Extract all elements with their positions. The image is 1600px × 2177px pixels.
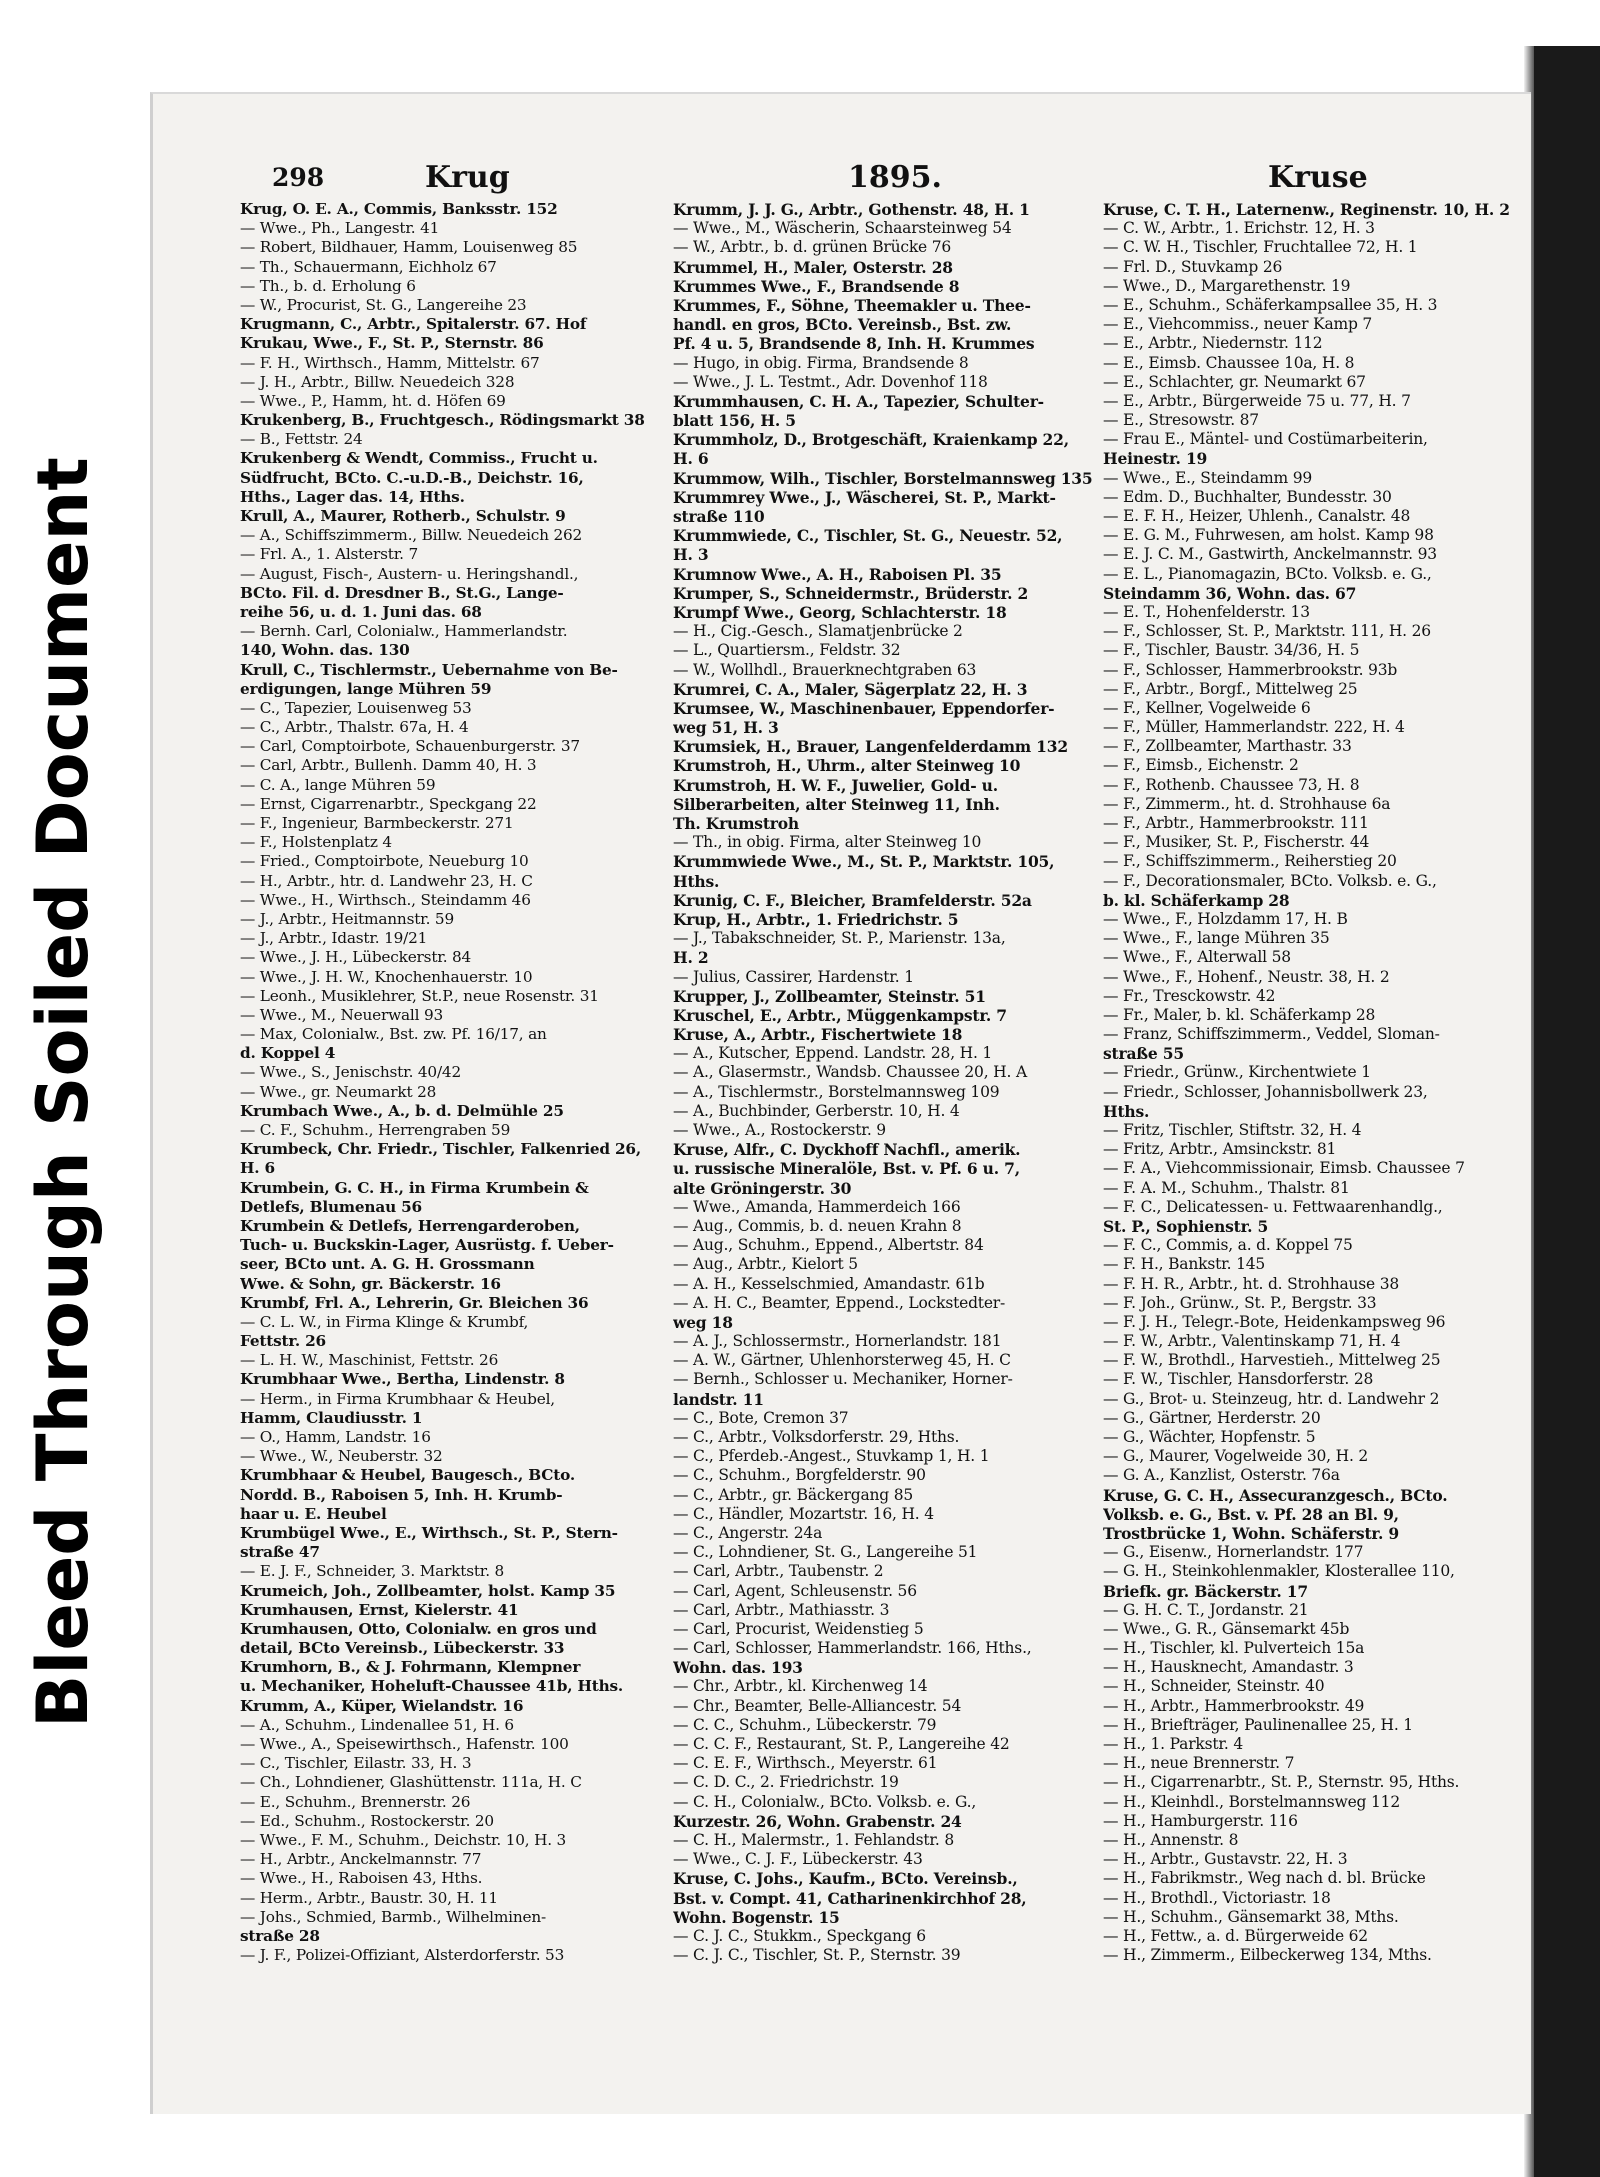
directory-entry-line: — C. A., lange Mühren 59 bbox=[240, 775, 436, 794]
directory-entry-line: — C. J. C., Stukkm., Speckgang 6 bbox=[673, 1926, 926, 1945]
directory-entry-line: — A. J., Schlossermstr., Hornerlandstr. 181 bbox=[673, 1332, 1002, 1351]
directory-entry-line: — F. H., Bankstr. 145 bbox=[1103, 1255, 1266, 1274]
directory-entry-line: — F. C., Delicatessen- u. Fettwaarenhandlg., bbox=[1103, 1197, 1443, 1216]
running-head-year: 1895. bbox=[848, 160, 942, 195]
directory-entry-line: — Wwe., H., Wirthsch., Steindamm 46 bbox=[240, 890, 531, 909]
directory-entry-line: Krumbein & Detlefs, Herrengarderoben, bbox=[240, 1216, 580, 1235]
directory-entry-line: — Wwe., Amanda, Hammerdeich 166 bbox=[673, 1197, 961, 1216]
directory-entry-line: — H., Arbtr., Hammerbrookstr. 49 bbox=[1103, 1696, 1365, 1715]
directory-entry-line: Fettstr. 26 bbox=[240, 1332, 326, 1351]
directory-entry-line: Th. Krumstroh bbox=[673, 814, 799, 833]
directory-column-2 bbox=[673, 200, 1108, 1965]
directory-entry-line: — C. W. H., Tischler, Fruchtallee 72, H. 1 bbox=[1103, 238, 1418, 257]
directory-entry-line: — J., Arbtr., Heitmannstr. 59 bbox=[240, 909, 454, 928]
directory-entry-line: Pf. 4 u. 5, Brandsende 8, Inh. H. Krummes bbox=[673, 334, 1035, 354]
directory-entry-line: — C., Händler, Mozartstr. 16, H. 4 bbox=[673, 1504, 934, 1523]
directory-entry-line: — F. A., Viehcommissionair, Eimsb. Chaussee 7 bbox=[1103, 1159, 1465, 1178]
directory-entry-line: — Wwe., D., Margarethenstr. 19 bbox=[1103, 276, 1351, 295]
directory-entry-line: Krukau, Wwe., F., St. P., Sternstr. 86 bbox=[240, 334, 544, 353]
directory-entry-line: — A., Schiffszimmerm., Billw. Neuedeich 262 bbox=[240, 526, 583, 545]
directory-entry-line: Krupper, J., Zollbeamter, Steinstr. 51 bbox=[673, 986, 986, 1006]
directory-entry-line: Krummwiede Wwe., M., St. P., Marktstr. 105, bbox=[673, 852, 1055, 872]
directory-entry-line: — A. W., Gärtner, Uhlenhorsterweg 45, H. C bbox=[673, 1351, 1011, 1370]
directory-entry-line: — Carl, Procurist, Weidenstieg 5 bbox=[673, 1619, 924, 1638]
directory-entry-line: — H., Schuhm., Gänsemarkt 38, Mths. bbox=[1103, 1907, 1399, 1926]
directory-entry-line: — Fried., Comptoirbote, Neueburg 10 bbox=[240, 852, 529, 871]
directory-entry-line: — Ernst, Cigarrenarbtr., Speckgang 22 bbox=[240, 794, 537, 813]
directory-entry-line: Krull, A., Maurer, Rotherb., Schulstr. 9 bbox=[240, 507, 566, 525]
directory-entry-line: — E. J. C. M., Gastwirth, Anckelmannstr. 93 bbox=[1103, 545, 1437, 564]
directory-entry-line: — E. G. M., Fuhrwesen, am holst. Kamp 98 bbox=[1103, 526, 1434, 545]
directory-entry-line: — F. C., Commis, a. d. Koppel 75 bbox=[1103, 1236, 1353, 1255]
directory-entry-line: Krummel, H., Maler, Osterstr. 28 bbox=[673, 257, 953, 277]
directory-entry-line: — Wwe., P., Hamm, ht. d. Höfen 69 bbox=[240, 391, 506, 410]
directory-entry-line: — H., neue Brennerstr. 7 bbox=[1103, 1754, 1295, 1773]
directory-entry-line: alte Gröningerstr. 30 bbox=[673, 1178, 852, 1198]
directory-entry-line: Bst. v. Compt. 41, Catharinenkirchhof 28, bbox=[673, 1888, 1027, 1908]
directory-entry-line: — C. J. C., Tischler, St. P., Sternstr. 39 bbox=[673, 1946, 961, 1965]
directory-entry-line: — Wwe., Ph., Langestr. 41 bbox=[240, 219, 440, 238]
directory-entry-line: — F., Schlosser, St. P., Marktstr. 111, H. 26 bbox=[1103, 622, 1431, 641]
directory-entry-line: — Friedr., Schlosser, Johannisbollwerk 23, bbox=[1103, 1082, 1428, 1101]
directory-entry-line: — Frl. D., Stuvkamp 26 bbox=[1103, 257, 1283, 276]
directory-entry-line: Krumhorn, B., & J. Fohrmann, Klempner bbox=[240, 1658, 581, 1677]
directory-entry-line: — Carl, Comptoirbote, Schauenburgerstr. 37 bbox=[240, 737, 580, 756]
directory-entry-line: Krumnow Wwe., A. H., Raboisen Pl. 35 bbox=[673, 564, 1002, 584]
directory-entry-line: — C., Bote, Cremon 37 bbox=[673, 1408, 849, 1427]
directory-entry-line: Kruschel, E., Arbtr., Müggenkampstr. 7 bbox=[673, 1005, 1007, 1025]
directory-entry-line: seer, BCto unt. A. G. H. Grossmann bbox=[240, 1255, 535, 1274]
directory-entry-line: — F. A. M., Schuhm., Thalstr. 81 bbox=[1103, 1178, 1350, 1197]
directory-entry-line: — H., 1. Parkstr. 4 bbox=[1103, 1735, 1244, 1753]
directory-entry-line: — G., Maurer, Vogelweide 30, H. 2 bbox=[1103, 1447, 1369, 1466]
directory-entry-line: — F., Ingenieur, Barmbeckerstr. 271 bbox=[240, 814, 514, 832]
directory-entry-line: Krumbhaar Wwe., Bertha, Lindenstr. 8 bbox=[240, 1370, 565, 1389]
directory-entry-line: — Bernh. Carl, Colonialw., Hammerlandstr. bbox=[240, 622, 568, 641]
directory-entry-line: 140, Wohn. das. 130 bbox=[240, 641, 410, 660]
directory-entry-line: Nordd. B., Raboisen 5, Inh. H. Krumb- bbox=[240, 1485, 563, 1504]
directory-entry-line: Silberarbeiten, alter Steinweg 11, Inh. bbox=[673, 794, 1000, 814]
directory-entry-line: — C. W., Arbtr., 1. Erichstr. 12, H. 3 bbox=[1103, 219, 1375, 238]
directory-entry-line: u. russische Mineralöle, Bst. v. Pf. 6 u. 7, bbox=[673, 1159, 1020, 1179]
directory-entry-line: — F., Kellner, Vogelweide 6 bbox=[1103, 698, 1311, 717]
directory-entry-line: Krummes Wwe., F., Brandsende 8 bbox=[673, 276, 960, 296]
directory-entry-line: Krumstroh, H., Uhrm., alter Steinweg 10 bbox=[673, 756, 1021, 776]
directory-entry-line: Krukenberg & Wendt, Commiss., Frucht u. bbox=[240, 449, 598, 468]
directory-entry-line: Krumbeck, Chr. Friedr., Tischler, Falkenried 26, bbox=[240, 1140, 641, 1159]
directory-entry-line: u. Mechaniker, Hoheluft-Chaussee 41b, Hths. bbox=[240, 1677, 624, 1696]
directory-entry-line: — Fritz, Tischler, Stiftstr. 32, H. 4 bbox=[1103, 1121, 1362, 1139]
directory-entry-line: — E., Arbtr., Niedernstr. 112 bbox=[1103, 334, 1323, 353]
directory-entry-line: — Fritz, Arbtr., Amsinckstr. 81 bbox=[1103, 1140, 1337, 1159]
directory-entry-line: — H., Hausknecht, Amandastr. 3 bbox=[1103, 1658, 1354, 1677]
directory-entry-line: — J. F., Polizei-Offiziant, Alsterdorferstr. 53 bbox=[240, 1946, 565, 1965]
directory-entry-line: — C., Lohndiener, St. G., Langereihe 51 bbox=[673, 1543, 978, 1562]
directory-entry-line: Krumhausen, Ernst, Kielerstr. 41 bbox=[240, 1600, 519, 1619]
directory-entry-line: — G. H., Steinkohlenmakler, Klosterallee 110, bbox=[1103, 1562, 1455, 1581]
directory-entry-line: — E., Schuhm., Brennerstr. 26 bbox=[240, 1792, 471, 1811]
directory-entry-line: — Wwe., E., Steindamm 99 bbox=[1103, 468, 1313, 487]
directory-entry-line: Kruse, A., Arbtr., Fischertwiete 18 bbox=[673, 1025, 963, 1045]
directory-entry-line: Krumsee, W., Maschinenbauer, Eppendorfer- bbox=[673, 698, 1055, 718]
directory-entry-line: — W., Arbtr., b. d. grünen Brücke 76 bbox=[673, 238, 952, 257]
directory-entry-line: Wohn. das. 193 bbox=[673, 1658, 803, 1678]
directory-entry-line: Krumper, S., Schneidermstr., Brüderstr. 2 bbox=[673, 583, 1029, 603]
directory-entry-line: reihe 56, u. d. 1. Juni das. 68 bbox=[240, 602, 482, 621]
directory-entry-line: — A., Glasermstr., Wandsb. Chaussee 20, H. A bbox=[673, 1063, 1027, 1082]
directory-entry-line: Krumbügel Wwe., E., Wirthsch., St. P., Stern- bbox=[240, 1523, 618, 1542]
directory-entry-line: Krug, O. E. A., Commis, Banksstr. 152 bbox=[240, 200, 558, 218]
directory-entry-line: — G. A., Kanzlist, Osterstr. 76a bbox=[1103, 1466, 1340, 1485]
directory-entry-line: — H., Kleinhdl., Borstelmannsweg 112 bbox=[1103, 1792, 1400, 1811]
directory-entry-line: — Max, Colonialw., Bst. zw. Pf. 16/17, an bbox=[240, 1025, 547, 1044]
directory-entry-line: — H., Annenstr. 8 bbox=[1103, 1830, 1239, 1849]
directory-entry-line: — C. C. F., Restaurant, St. P., Langereihe 42 bbox=[673, 1735, 1010, 1753]
directory-entry-line: — E., Schlachter, gr. Neumarkt 67 bbox=[1103, 372, 1366, 391]
directory-entry-line: Krumbein, G. C. H., in Firma Krumbein & bbox=[240, 1178, 589, 1197]
directory-entry-line: H. 6 bbox=[673, 449, 709, 469]
directory-entry-line: — C. L. W., in Firma Klinge & Krumbf, bbox=[240, 1312, 529, 1331]
directory-entry-line: Kruse, C. Johs., Kaufm., BCto. Vereinsb., bbox=[673, 1869, 1018, 1889]
directory-entry-line: Krull, C., Tischlermstr., Uebernahme von Be- bbox=[240, 660, 618, 679]
directory-entry-line: — Frl. A., 1. Alsterstr. 7 bbox=[240, 545, 418, 564]
directory-entry-line: — F., Rothenb. Chaussee 73, H. 8 bbox=[1103, 775, 1360, 794]
directory-entry-line: — A., Schuhm., Lindenallee 51, H. 6 bbox=[240, 1715, 514, 1734]
directory-entry-line: — F., Decorationsmaler, BCto. Volksb. e. G., bbox=[1103, 871, 1437, 890]
directory-entry-line: Krunig, C. F., Bleicher, Bramfelderstr. 52a bbox=[673, 890, 1032, 910]
directory-entry-line: — A., Kutscher, Eppend. Landstr. 28, H. 1 bbox=[673, 1044, 993, 1063]
directory-entry-line: Südfrucht, BCto. C.-u.D.-B., Deichstr. 16, bbox=[240, 468, 584, 487]
directory-entry-line: — H., Fabrikmstr., Weg nach d. bl. Brücke bbox=[1103, 1869, 1426, 1888]
directory-entry-line: Kurzestr. 26, Wohn. Grabenstr. 24 bbox=[673, 1811, 962, 1831]
directory-entry-line: Krummow, Wilh., Tischler, Borstelmannsweg 135 bbox=[673, 468, 1093, 488]
directory-entry-line: H. 2 bbox=[673, 948, 709, 968]
directory-entry-line: — Wwe., J. H., Lübeckerstr. 84 bbox=[240, 948, 472, 967]
directory-entry-line: BCto. Fil. d. Dresdner B., St.G., Lange- bbox=[240, 583, 564, 602]
directory-entry-line: — F. W., Tischler, Hansdorferstr. 28 bbox=[1103, 1370, 1374, 1389]
directory-entry-line: Krumpf Wwe., Georg, Schlachterstr. 18 bbox=[673, 602, 1007, 622]
directory-entry-line: Trostbrücke 1, Wohn. Schäferstr. 9 bbox=[1103, 1523, 1399, 1543]
directory-entry-line: — Th., Schauermann, Eichholz 67 bbox=[240, 257, 497, 276]
directory-entry-line: — H., Fettw., a. d. Bürgerweide 62 bbox=[1103, 1926, 1368, 1945]
directory-entry-line: d. Koppel 4 bbox=[240, 1044, 336, 1063]
directory-entry-line: — E. J. F., Schneider, 3. Marktstr. 8 bbox=[240, 1562, 505, 1581]
directory-entry-line: — C. D. C., 2. Friedrichstr. 19 bbox=[673, 1773, 899, 1792]
directory-entry-line: — H., Briefträger, Paulinenallee 25, H. 1 bbox=[1103, 1715, 1413, 1734]
directory-entry-line: — F. Joh., Grünw., St. P., Bergstr. 33 bbox=[1103, 1293, 1377, 1312]
directory-entry-line: — C., Arbtr., Volksdorferstr. 29, Hths. bbox=[673, 1428, 960, 1446]
directory-entry-line: Krumhausen, Otto, Colonialw. en gros und bbox=[240, 1619, 597, 1638]
directory-entry-line: straße 55 bbox=[1103, 1044, 1184, 1064]
directory-entry-line: Krumsiek, H., Brauer, Langenfelderdamm 132 bbox=[673, 737, 1068, 757]
directory-entry-line: — Aug., Commis, b. d. neuen Krahn 8 bbox=[673, 1216, 962, 1235]
directory-entry-line: blatt 156, H. 5 bbox=[673, 411, 796, 431]
directory-entry-line: Krummwiede, C., Tischler, St. G., Neuestr. 52, bbox=[673, 526, 1063, 546]
directory-entry-line: — A. H. C., Beamter, Eppend., Lockstedter- bbox=[673, 1293, 1006, 1312]
directory-entry-line: — Carl, Arbtr., Bullenh. Damm 40, H. 3 bbox=[240, 756, 537, 775]
directory-entry-line: Kruse, C. T. H., Laternenw., Reginenstr. 10, H. 2 bbox=[1103, 200, 1510, 219]
directory-entry-line: Briefk. gr. Bäckerstr. 17 bbox=[1103, 1581, 1308, 1601]
directory-entry-line: — H., Tischler, kl. Pulverteich 15a bbox=[1103, 1639, 1365, 1658]
directory-entry-line: Hths. bbox=[1103, 1101, 1150, 1121]
directory-entry-line: — Wwe., F., Hohenf., Neustr. 38, H. 2 bbox=[1103, 967, 1390, 986]
directory-entry-line: — C., Arbtr., gr. Bäckergang 85 bbox=[673, 1485, 914, 1504]
directory-entry-line: Tuch- u. Buckskin-Lager, Ausrüstg. f. Ueber- bbox=[240, 1236, 614, 1255]
directory-entry-line: — Robert, Bildhauer, Hamm, Louisenweg 85 bbox=[240, 238, 578, 257]
directory-entry-line: haar u. E. Heubel bbox=[240, 1504, 387, 1523]
directory-entry-line: H. 3 bbox=[673, 545, 709, 565]
directory-entry-line: Krukenberg, B., Fruchtgesch., Rödingsmarkt 38 bbox=[240, 411, 645, 430]
directory-entry-line: b. kl. Schäferkamp 28 bbox=[1103, 890, 1290, 910]
directory-entry-line: — H., Zimmerm., Eilbeckerweg 134, Mths. bbox=[1103, 1946, 1432, 1965]
directory-entry-line: — H., Arbtr., Anckelmannstr. 77 bbox=[240, 1850, 482, 1869]
directory-entry-line: Krumm, J. J. G., Arbtr., Gothenstr. 48, H. 1 bbox=[673, 200, 1030, 219]
directory-entry-line: erdigungen, lange Mühren 59 bbox=[240, 679, 492, 698]
directory-entry-line: — F., Schiffszimmerm., Reiherstieg 20 bbox=[1103, 852, 1397, 871]
running-head-right: Kruse bbox=[1268, 160, 1368, 195]
directory-entry-line: — F. W., Arbtr., Valentinskamp 71, H. 4 bbox=[1103, 1332, 1401, 1351]
directory-entry-line: — F., Holstenplatz 4 bbox=[240, 833, 392, 852]
directory-entry-line: — F., Tischler, Baustr. 34/36, H. 5 bbox=[1103, 641, 1360, 660]
directory-entry-line: — H., Arbtr., Gustavstr. 22, H. 3 bbox=[1103, 1850, 1348, 1869]
directory-entry-line: — C., Tischler, Eilastr. 33, H. 3 bbox=[240, 1754, 472, 1773]
directory-entry-line: handl. en gros, BCto. Vereinsb., Bst. zw. bbox=[673, 315, 1012, 335]
directory-entry-line: — F. W., Brothdl., Harvestieh., Mittelweg 25 bbox=[1103, 1351, 1441, 1370]
directory-entry-line: — Carl, Agent, Schleusenstr. 56 bbox=[673, 1581, 917, 1600]
directory-entry-line: — F., Schlosser, Hammerbrookstr. 93b bbox=[1103, 660, 1398, 679]
directory-entry-line: Hamm, Claudiusstr. 1 bbox=[240, 1408, 423, 1427]
directory-entry-line: — Herm., in Firma Krumbhaar & Heubel, bbox=[240, 1389, 555, 1408]
directory-entry-line: — H., Cig.-Gesch., Slamatjenbrücke 2 bbox=[673, 622, 963, 641]
directory-entry-line: — Wwe., C. J. F., Lübeckerstr. 43 bbox=[673, 1850, 923, 1869]
directory-entry-line: Volksb. e. G., Bst. v. Pf. 28 an Bl. 9, bbox=[1103, 1504, 1399, 1524]
directory-entry-line: — F. H., Wirthsch., Hamm, Mittelstr. 67 bbox=[240, 353, 540, 372]
directory-entry-line: — F., Arbtr., Borgf., Mittelweg 25 bbox=[1103, 679, 1358, 698]
directory-entry-line: landstr. 11 bbox=[673, 1389, 764, 1409]
condition-stamp: Bleed Through Soiled Document bbox=[22, 457, 104, 1728]
directory-entry-line: Krummholz, D., Brotgeschäft, Kraienkamp 22, bbox=[673, 430, 1069, 450]
directory-entry-line: — C., Arbtr., Thalstr. 67a, H. 4 bbox=[240, 718, 469, 737]
directory-entry-line: — G., Gärtner, Herderstr. 20 bbox=[1103, 1408, 1321, 1427]
directory-entry-line: — F., Eimsb., Eichenstr. 2 bbox=[1103, 756, 1299, 775]
directory-entry-line: Krumeich, Joh., Zollbeamter, holst. Kamp 35 bbox=[240, 1581, 616, 1600]
directory-entry-line: — Aug., Arbtr., Kielort 5 bbox=[673, 1255, 858, 1274]
directory-entry-line: — H., Brothdl., Victoriastr. 18 bbox=[1103, 1888, 1331, 1907]
directory-entry-line: — Edm. D., Buchhalter, Bundesstr. 30 bbox=[1103, 487, 1392, 506]
directory-entry-line: straße 47 bbox=[240, 1543, 320, 1562]
directory-entry-line: — Wwe., H., Raboisen 43, Hths. bbox=[240, 1869, 483, 1888]
directory-entry-line: Krumstroh, H. W. F., Juwelier, Gold- u. bbox=[673, 775, 998, 795]
directory-entry-line: — Franz, Schiffszimmerm., Veddel, Sloman- bbox=[1103, 1025, 1440, 1044]
directory-entry-line: — Wwe., G. R., Gänsemarkt 45b bbox=[1103, 1619, 1350, 1638]
directory-entry-line: H. 6 bbox=[240, 1159, 275, 1178]
directory-entry-line: Krumbhaar & Heubel, Baugesch., BCto. bbox=[240, 1466, 575, 1485]
directory-entry-line: — Th., b. d. Erholung 6 bbox=[240, 276, 416, 295]
directory-entry-line: — W., Procurist, St. G., Langereihe 23 bbox=[240, 295, 527, 314]
directory-entry-line: — E., Viehcommiss., neuer Kamp 7 bbox=[1103, 315, 1373, 334]
directory-entry-line: — Carl, Arbtr., Mathiasstr. 3 bbox=[673, 1600, 890, 1619]
directory-entry-line: — Wwe., A., Rostockerstr. 9 bbox=[673, 1121, 886, 1139]
directory-entry-line: — Johs., Schmied, Barmb., Wilhelminen- bbox=[240, 1907, 546, 1926]
directory-entry-line: Krumrei, C. A., Maler, Sägerplatz 22, H. 3 bbox=[673, 679, 1028, 699]
directory-entry-line: — E. L., Pianomagazin, BCto. Volksb. e. G., bbox=[1103, 564, 1432, 583]
directory-entry-line: — C., Schuhm., Borgfelderstr. 90 bbox=[673, 1466, 926, 1485]
directory-entry-line: — F., Arbtr., Hammerbrookstr. 111 bbox=[1103, 814, 1369, 832]
directory-entry-line: detail, BCto Vereinsb., Lübeckerstr. 33 bbox=[240, 1639, 565, 1658]
directory-entry-line: — G., Wächter, Hopfenstr. 5 bbox=[1103, 1428, 1316, 1446]
directory-entry-line: — J., Tabakschneider, St. P., Marienstr. 13a, bbox=[673, 929, 1006, 948]
directory-entry-line: Kruse, Alfr., C. Dyckhoff Nachfl., amerik. bbox=[673, 1140, 1021, 1160]
directory-entry-line: — Wwe., S., Jenischstr. 40/42 bbox=[240, 1063, 461, 1082]
directory-entry-line: — Fr., Tresckowstr. 42 bbox=[1103, 986, 1276, 1005]
directory-entry-line: Detlefs, Blumenau 56 bbox=[240, 1197, 422, 1216]
directory-entry-line: — Julius, Cassirer, Hardenstr. 1 bbox=[673, 967, 914, 986]
directory-entry-line: — Wwe., M., Wäscherin, Schaarsteinweg 54 bbox=[673, 219, 1012, 238]
directory-entry-line: — C., Angerstr. 24a bbox=[673, 1523, 823, 1542]
directory-entry-line: — Fr., Maler, b. kl. Schäferkamp 28 bbox=[1103, 1005, 1376, 1024]
page-number: 298 bbox=[272, 163, 325, 192]
directory-entry-line: — Th., in obig. Firma, alter Steinweg 10 bbox=[673, 833, 982, 852]
directory-entry-line: — E. F. H., Heizer, Uhlenh., Canalstr. 48 bbox=[1103, 507, 1411, 525]
directory-entry-line: — G., Eisenw., Hornerlandstr. 177 bbox=[1103, 1543, 1364, 1562]
directory-entry-line: — G., Brot- u. Steinzeug, htr. d. Landwehr 2 bbox=[1103, 1389, 1440, 1408]
directory-entry-line: Hths. bbox=[673, 871, 720, 891]
directory-entry-line: — A. H., Kesselschmied, Amandastr. 61b bbox=[673, 1274, 985, 1293]
directory-entry-line: — E. T., Hohenfelderstr. 13 bbox=[1103, 602, 1310, 621]
directory-entry-line: — Wwe., F., Holzdamm 17, H. B bbox=[1103, 909, 1348, 928]
directory-entry-line: straße 110 bbox=[673, 507, 765, 526]
directory-entry-line: — Wwe., gr. Neumarkt 28 bbox=[240, 1082, 437, 1101]
directory-entry-line: — Leonh., Musiklehrer, St.P., neue Rosenstr. 31 bbox=[240, 986, 599, 1005]
directory-entry-line: Krup, H., Arbtr., 1. Friedrichstr. 5 bbox=[673, 909, 959, 929]
directory-entry-line: — E., Schuhm., Schäferkampsallee 35, H. 3 bbox=[1103, 295, 1438, 314]
directory-entry-line: — J. H., Arbtr., Billw. Neuedeich 328 bbox=[240, 372, 515, 391]
directory-entry-line: — Wwe., J. L. Testmt., Adr. Dovenhof 118 bbox=[673, 372, 988, 391]
directory-entry-line: — J., Arbtr., Idastr. 19/21 bbox=[240, 929, 428, 948]
directory-entry-line: — Wwe., J. H. W., Knochenhauerstr. 10 bbox=[240, 967, 533, 986]
directory-entry-line: — G. H. C. T., Jordanstr. 21 bbox=[1103, 1600, 1309, 1619]
directory-entry-line: — Wwe., A., Speisewirthsch., Hafenstr. 100 bbox=[240, 1735, 569, 1753]
directory-column-1 bbox=[240, 200, 675, 1965]
directory-entry-line: — Wwe., F., Alterwall 58 bbox=[1103, 948, 1291, 967]
directory-entry-line: — H., Arbtr., htr. d. Landwehr 23, H. C bbox=[240, 871, 533, 890]
directory-entry-line: — F. J. H., Telegr.-Bote, Heidenkampsweg 96 bbox=[1103, 1312, 1446, 1331]
directory-entry-line: — O., Hamm, Landstr. 16 bbox=[240, 1428, 431, 1446]
directory-entry-line: — A., Tischlermstr., Borstelmannsweg 109 bbox=[673, 1082, 1000, 1101]
directory-entry-line: — F., Müller, Hammerlandstr. 222, H. 4 bbox=[1103, 718, 1405, 737]
directory-entry-line: — Chr., Beamter, Belle-Alliancestr. 54 bbox=[673, 1696, 962, 1715]
directory-entry-line: Wohn. Bogenstr. 15 bbox=[673, 1907, 840, 1927]
directory-entry-line: — F., Musiker, St. P., Fischerstr. 44 bbox=[1103, 833, 1370, 852]
directory-entry-line: — W., Wollhdl., Brauerknechtgraben 63 bbox=[673, 660, 977, 679]
directory-entry-line: Krummrey Wwe., J., Wäscherei, St. P., Markt- bbox=[673, 487, 1056, 507]
directory-entry-line: — F., Zimmerm., ht. d. Strohhause 6a bbox=[1103, 794, 1391, 813]
directory-entry-line: — F. H. R., Arbtr., ht. d. Strohhause 38 bbox=[1103, 1274, 1400, 1293]
directory-entry-line: — C., Tapezier, Louisenweg 53 bbox=[240, 698, 472, 717]
directory-entry-line: — L. H. W., Maschinist, Fettstr. 26 bbox=[240, 1351, 499, 1370]
directory-entry-line: Krumbf, Frl. A., Lehrerin, Gr. Bleichen 36 bbox=[240, 1293, 589, 1312]
directory-entry-line: — Wwe., F., lange Mühren 35 bbox=[1103, 929, 1330, 948]
directory-entry-line: — Bernh., Schlosser u. Mechaniker, Horner- bbox=[673, 1370, 1013, 1389]
directory-entry-line: — L., Quartiersm., Feldstr. 32 bbox=[673, 641, 901, 660]
directory-entry-line: — C. H., Malermstr., 1. Fehlandstr. 8 bbox=[673, 1830, 954, 1849]
directory-entry-line: — Chr., Arbtr., kl. Kirchenweg 14 bbox=[673, 1677, 928, 1696]
directory-entry-line: — C. F., Schuhm., Herrengraben 59 bbox=[240, 1121, 511, 1139]
directory-entry-line: — Frau E., Mäntel- und Costümarbeiterin, bbox=[1103, 430, 1428, 449]
directory-entry-line: Heinestr. 19 bbox=[1103, 449, 1208, 469]
directory-entry-line: — Carl, Schlosser, Hammerlandstr. 166, Hths., bbox=[673, 1639, 1032, 1658]
directory-entry-line: Krummhausen, C. H. A., Tapezier, Schulter- bbox=[673, 391, 1044, 411]
directory-entry-line: — B., Fettstr. 24 bbox=[240, 430, 363, 449]
directory-entry-line: — F., Zollbeamter, Marthastr. 33 bbox=[1103, 737, 1352, 756]
directory-entry-line: Krumm, A., Küper, Wielandstr. 16 bbox=[240, 1696, 524, 1715]
directory-entry-line: straße 28 bbox=[240, 1926, 320, 1945]
directory-entry-line: St. P., Sophienstr. 5 bbox=[1103, 1216, 1269, 1236]
directory-entry-line: — Ch., Lohndiener, Glashüttenstr. 111a, H. C bbox=[240, 1773, 582, 1792]
directory-entry-line: Krummes, F., Söhne, Theemakler u. Thee- bbox=[673, 295, 1031, 315]
directory-entry-line: — A., Buchbinder, Gerberstr. 10, H. 4 bbox=[673, 1101, 960, 1120]
directory-entry-line: — Wwe., F. M., Schuhm., Deichstr. 10, H. 3 bbox=[240, 1830, 567, 1849]
directory-entry-line: — C. E. F., Wirthsch., Meyerstr. 61 bbox=[673, 1754, 938, 1773]
directory-entry-line: weg 18 bbox=[673, 1312, 733, 1332]
directory-entry-line: — C. H., Colonialw., BCto. Volksb. e. G., bbox=[673, 1792, 977, 1811]
directory-entry-line: — August, Fisch-, Austern- u. Heringshandl., bbox=[240, 564, 579, 583]
directory-entry-line: Krugmann, C., Arbtr., Spitalerstr. 67. Hof bbox=[240, 315, 587, 334]
scan-edge-bar bbox=[1534, 46, 1600, 2177]
directory-entry-line: Krumbach Wwe., A., b. d. Delmühle 25 bbox=[240, 1101, 564, 1120]
running-head-left: Krug bbox=[425, 160, 510, 195]
directory-entry-line: — Friedr., Grünw., Kirchentwiete 1 bbox=[1103, 1063, 1371, 1082]
directory-entry-line: — C. C., Schuhm., Lübeckerstr. 79 bbox=[673, 1715, 937, 1734]
directory-entry-line: — Ed., Schuhm., Rostockerstr. 20 bbox=[240, 1811, 494, 1830]
directory-entry-line: — Herm., Arbtr., Baustr. 30, H. 11 bbox=[240, 1888, 498, 1907]
directory-entry-line: — E., Eimsb. Chaussee 10a, H. 8 bbox=[1103, 353, 1355, 372]
directory-entry-line: — Wwe., W., Neuberstr. 32 bbox=[240, 1447, 443, 1466]
directory-entry-line: — H., Schneider, Steinstr. 40 bbox=[1103, 1677, 1325, 1696]
directory-entry-line: — C., Pferdeb.-Angest., Stuvkamp 1, H. 1 bbox=[673, 1447, 990, 1466]
directory-entry-line: weg 51, H. 3 bbox=[673, 718, 779, 738]
directory-entry-line: — E., Arbtr., Bürgerweide 75 u. 77, H. 7 bbox=[1103, 391, 1411, 410]
directory-entry-line: — Wwe., M., Neuerwall 93 bbox=[240, 1005, 444, 1024]
directory-entry-line: Kruse, G. C. H., Assecuranzgesch., BCto. bbox=[1103, 1485, 1448, 1505]
directory-entry-line: — E., Stresowstr. 87 bbox=[1103, 411, 1259, 430]
directory-entry-line: Hths., Lager das. 14, Hths. bbox=[240, 487, 465, 506]
directory-entry-line: Wwe. & Sohn, gr. Bäckerstr. 16 bbox=[240, 1274, 501, 1293]
directory-entry-line: Steindamm 36, Wohn. das. 67 bbox=[1103, 583, 1357, 603]
directory-entry-line: — Aug., Schuhm., Eppend., Albertstr. 84 bbox=[673, 1236, 984, 1255]
directory-entry-line: — H., Hamburgerstr. 116 bbox=[1103, 1811, 1298, 1830]
directory-column-3 bbox=[1103, 200, 1538, 1965]
directory-entry-line: — H., Cigarrenarbtr., St. P., Sternstr. 95, Hths. bbox=[1103, 1773, 1460, 1792]
directory-entry-line: — Carl, Arbtr., Taubenstr. 2 bbox=[673, 1562, 884, 1581]
directory-entry-line: — Hugo, in obig. Firma, Brandsende 8 bbox=[673, 353, 969, 372]
